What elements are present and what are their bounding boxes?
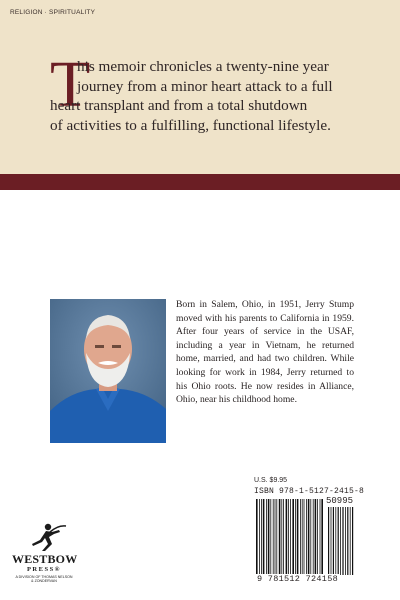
- author-bio: Born in Salem, Ohio, in 1951, Jerry Stump moved with his parents to California in 1959. After four years of service in the USAF, including a year in Vietnam, he returned home, married, and had two children. While looking for work in 1984, Jerry returned to his Ohio roots. He now resides in Alliance, Ohio, near his childhood home.: [176, 299, 354, 406]
- back-cover-blurb: [50, 57, 350, 135]
- publisher-name: WESTBOW: [12, 552, 78, 566]
- publisher-press: PRESS®: [26, 566, 62, 573]
- runner-icon: [12, 522, 76, 552]
- publisher-division: [12, 575, 76, 584]
- blurb-line: his memoir chronicles a twenty-nine year: [77, 58, 329, 75]
- isbn-barcode: [254, 497, 354, 585]
- barcode-supplement: 50995: [326, 496, 354, 506]
- blurb-panel: [0, 0, 400, 174]
- division-line: & ZONDERVAN: [31, 579, 57, 584]
- isbn-label: ISBN 978-1-5127-2415-8: [254, 487, 365, 496]
- price-label: U.S. $9.95: [254, 477, 288, 484]
- blurb-line: journey from a minor heart attack to a full: [77, 77, 333, 95]
- category-label: RELIGION · SPIRITUALITY: [10, 9, 96, 16]
- blurb-line: heart transplant and from a total shutdown: [50, 97, 308, 114]
- publisher-logo: [12, 522, 76, 592]
- blurb-line: of activities to a fulfilling, functional lifestyle.: [50, 116, 331, 134]
- division-line: A DIVISION OF THOMAS NELSON: [15, 575, 73, 579]
- divider-band: [0, 174, 400, 190]
- author-photo: [50, 299, 166, 443]
- barcode-number: 9 781512 724158: [257, 574, 339, 584]
- drop-cap: T: [50, 48, 91, 121]
